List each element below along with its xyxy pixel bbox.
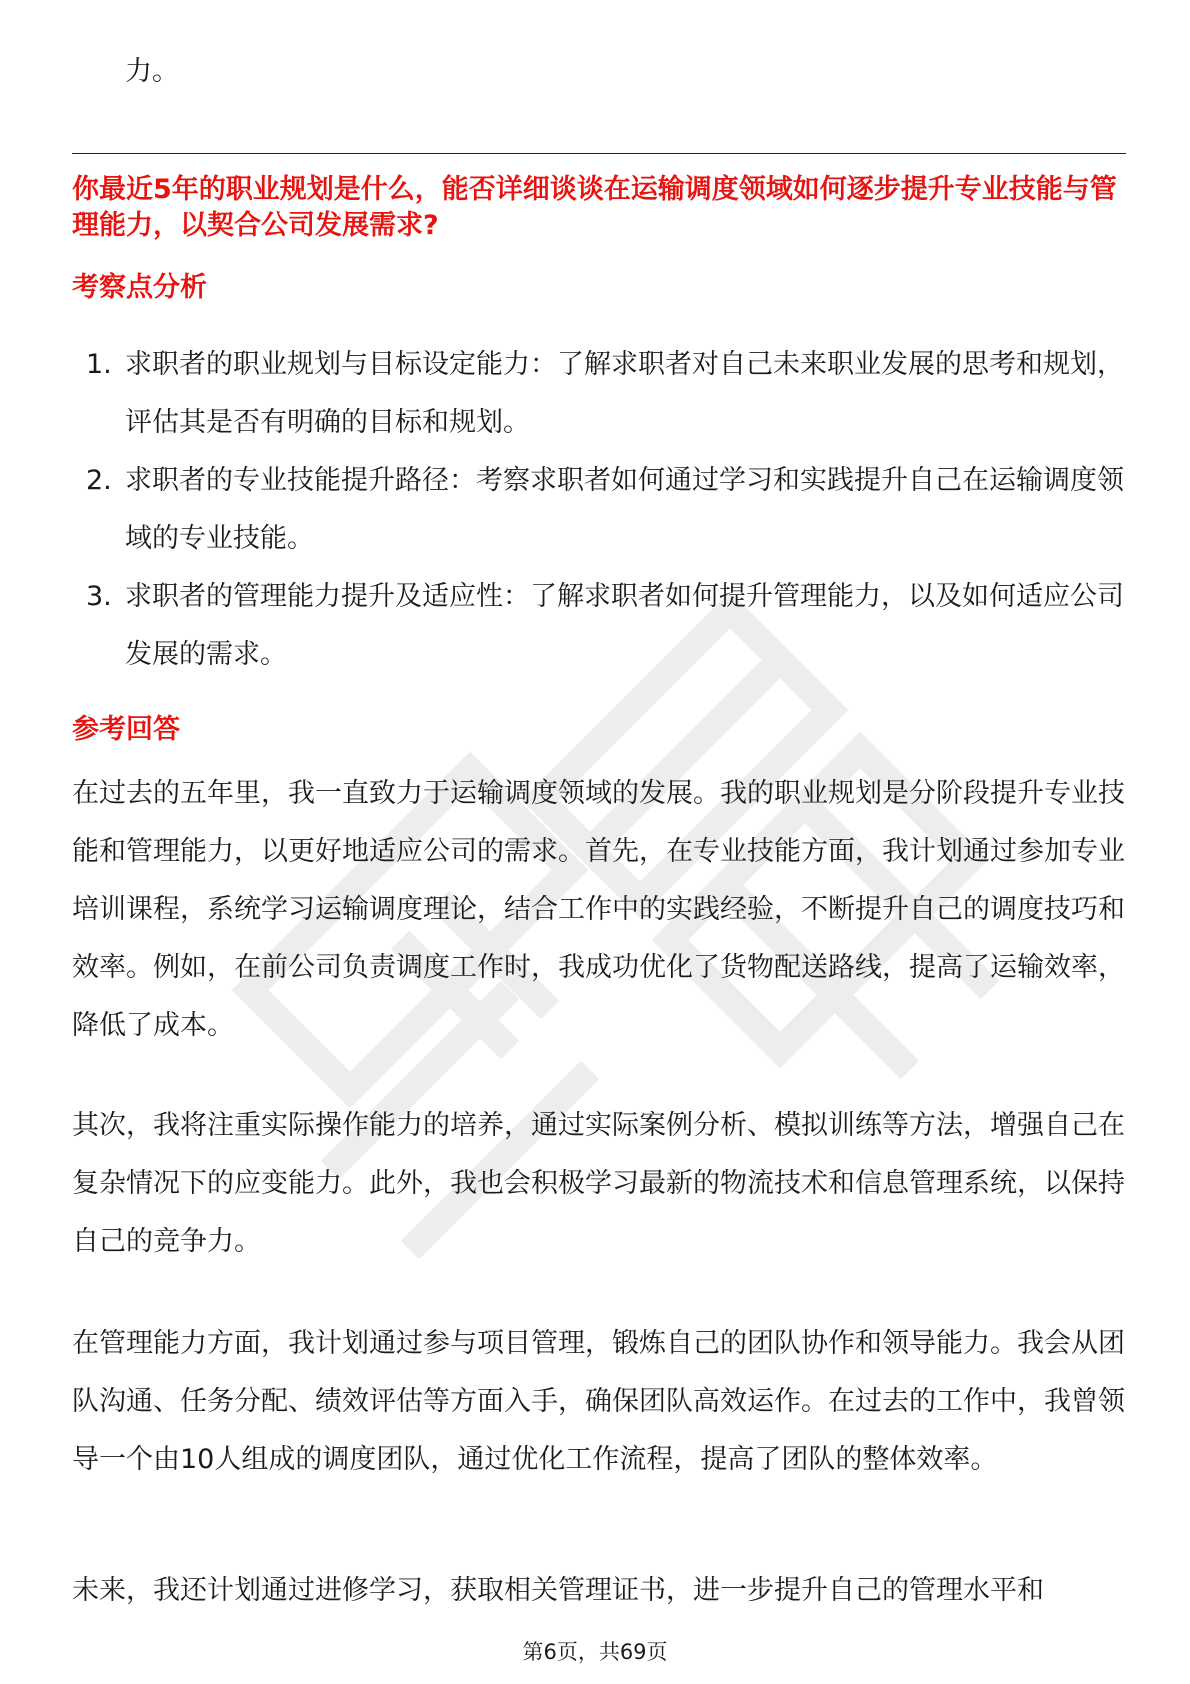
analysis-list bbox=[72, 336, 1132, 684]
analysis-item bbox=[72, 336, 1132, 452]
page-footer: 第6页，共69页 bbox=[522, 1640, 668, 1664]
answer-paragraph: 其次，我将注重实际操作能力的培养，通过实际案例分析、模拟训练等方法，增强自己在复杂情况下的应变能力。此外，我也会积极学习最新的物流技术和信息管理系统，以保持自己的竞争力。 bbox=[72, 1110, 1125, 1257]
analysis-item-text: 求职者的专业技能提升路径：考察求职者如何通过学习和实践提升自己在运输调度领域的专业技能。 bbox=[125, 465, 1124, 554]
answer-paragraph: 在管理能力方面，我计划通过参与项目管理，锻炼自己的团队协作和领导能力。我会从团队沟通、任务分配、绩效评估等方面入手，确保团队高效运作。在过去的工作中，我曾领导一个由10人组成的调度团队，通过优化工作流程，提高了团队的整体效率。 bbox=[72, 1328, 1125, 1475]
interview-question: 你最近5年的职业规划是什么，能否详细谈谈在运输调度领域如何逐步提升专业技能与管理能力，以契合公司发展需求? bbox=[72, 174, 1117, 241]
answer-paragraph: 未来，我还计划通过进修学习，获取相关管理证书，进一步提升自己的管理水平和 bbox=[72, 1575, 1044, 1606]
analysis-item bbox=[72, 568, 1132, 684]
analysis-item-number: 1. bbox=[86, 349, 112, 380]
answer-heading: 参考回答 bbox=[72, 714, 180, 745]
answer-paragraph: 在过去的五年里，我一直致力于运输调度领域的发展。我的职业规划是分阶段提升专业技能和管理能力，以更好地适应公司的需求。首先，在专业技能方面，我计划通过参加专业培训课程，系统学习运输调度理论，结合工作中的实践经验，不断提升自己的调度技巧和效率。例如，在前公司负责调度工作时，我成功优化了货物配送路线，提高了运输效率，降低了成本。 bbox=[72, 778, 1125, 1041]
analysis-item-text: 求职者的职业规划与目标设定能力：了解求职者对自己未来职业发展的思考和规划，评估其是否有明确的目标和规划。 bbox=[125, 349, 1124, 438]
analysis-item bbox=[72, 452, 1132, 568]
analysis-item-number: 2. bbox=[86, 465, 112, 496]
section-divider bbox=[72, 153, 1126, 154]
analysis-item-text: 求职者的管理能力提升及适应性：了解求职者如何提升管理能力，以及如何适应公司发展的需求。 bbox=[125, 581, 1124, 670]
carryover-text: 力。 bbox=[125, 56, 179, 87]
analysis-item-number: 3. bbox=[86, 581, 112, 612]
analysis-heading: 考察点分析 bbox=[72, 272, 207, 303]
